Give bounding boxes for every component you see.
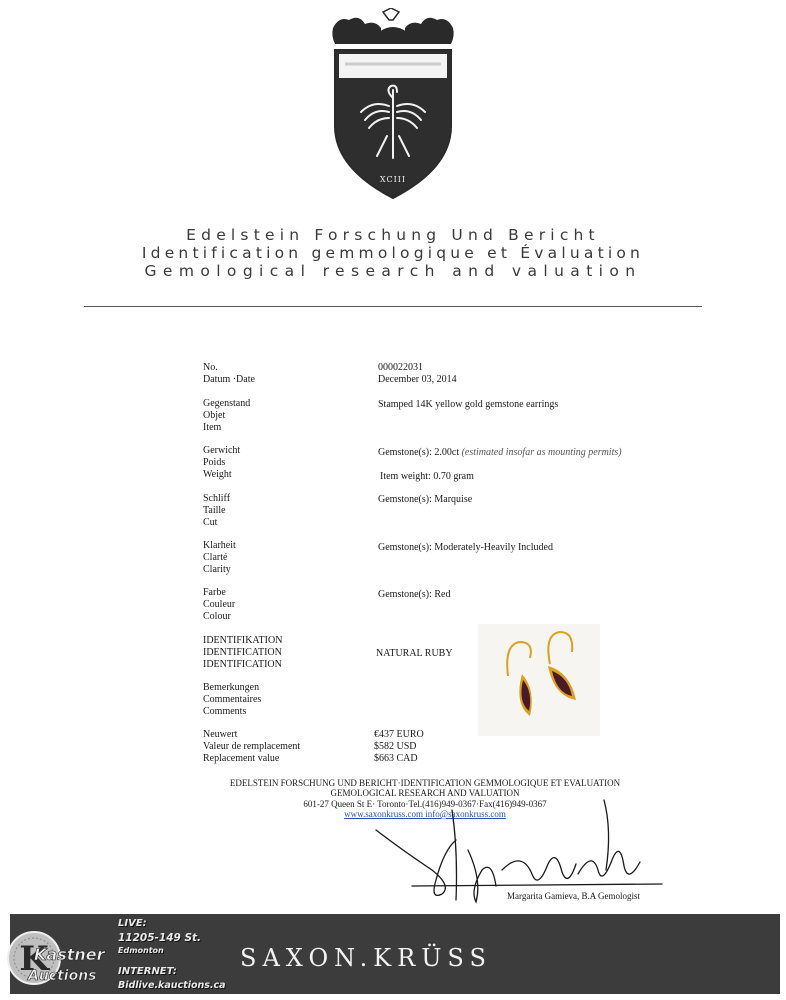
label-date: Datum ·Date (203, 374, 255, 385)
label-comments-en: Comments (203, 706, 247, 717)
label-number: No. (203, 362, 218, 373)
replacement-usd: $582 USD (374, 741, 417, 752)
logo-text-kastner: Kastner (34, 945, 105, 964)
label-item-fr: Objet (203, 410, 226, 421)
label-identification-fr: IDENTIFICATION (203, 647, 282, 658)
label-colour-en: Colour (203, 611, 231, 622)
label-cut-en: Cut (203, 517, 218, 528)
label-weight-en: Weight (203, 469, 232, 480)
title-english: Gemological research and valuation (144, 262, 642, 280)
replacement-cad: $663 CAD (374, 753, 418, 764)
label-colour-de: Farbe (203, 587, 226, 598)
address-line-2: GEMOLOGICAL RESEARCH AND VALUATION (330, 788, 520, 798)
address-line-1: EDELSTEIN FORSCHUNG UND BERICHT·IDENTIFICATION GEMMOLOGIQUE ET EVALUATION (229, 778, 621, 788)
gemologist-name: Margarita Gamieva, B.A Gemologist (507, 891, 641, 901)
kastner-auctions-logo (4, 920, 116, 996)
crest-emblem (325, 8, 461, 208)
label-comments-fr: Commentaires (203, 694, 262, 705)
brand-name: SAXON.KRÜSS (240, 944, 492, 972)
header-divider (84, 306, 702, 307)
title-french: Identification gemmologique et Évaluation (141, 244, 645, 262)
live-address: 11205-149 St. (118, 932, 202, 944)
replacement-euro: €437 EURO (374, 729, 424, 740)
label-replacement-en: Replacement value (203, 753, 280, 764)
gemstone-weight (378, 447, 622, 459)
clarity-value: Gemstone(s): Moderately-Heavily Included (378, 542, 553, 553)
label-replacement-fr: Valeur de remplacement (203, 741, 301, 752)
gemstone-weight-note: (estimated insofar as mounting permits) (461, 447, 622, 458)
title-german: Edelstein Forschung Und Bericht (186, 226, 600, 244)
live-city: Edmonton (118, 946, 164, 955)
label-item-en: Item (203, 422, 222, 433)
cut-value: Gemstone(s): Marquise (378, 494, 473, 505)
crest-numeral: XCIII (379, 175, 407, 184)
identification-value: NATURAL RUBY (376, 648, 453, 659)
label-comments-de: Bemerkungen (203, 682, 260, 693)
item-value: Stamped 14K yellow gold gemstone earrings (378, 399, 559, 410)
label-colour-fr: Couleur (203, 599, 236, 610)
label-item-de: Gegenstand (203, 398, 251, 409)
internet-url[interactable]: Bidlive.kauctions.ca (118, 980, 226, 991)
label-replacement-de: Neuwert (203, 729, 238, 740)
gemstone-weight-value: Gemstone(s): 2.00ct (378, 447, 460, 458)
certificate-date: December 03, 2014 (378, 374, 457, 385)
label-cut-fr: Taille (203, 505, 226, 516)
colour-value: Gemstone(s): Red (378, 589, 451, 600)
label-clarity-de: Klarheit (203, 540, 236, 551)
svg-text:K: K (19, 939, 49, 979)
website-email[interactable]: www.saxonkruss.com info@saxonkruss.com (344, 809, 506, 819)
label-weight-fr: Poids (203, 457, 226, 468)
label-identification-en: IDENTIFICATION (203, 659, 282, 670)
logo-text-auctions: Auctions (28, 968, 97, 984)
label-cut-de: Schliff (203, 493, 231, 504)
earrings-photo (478, 624, 600, 736)
label-clarity-fr: Clarté (203, 552, 228, 563)
label-identification-de: IDENTIFIKATION (203, 635, 283, 646)
label-clarity-en: Clarity (203, 564, 231, 575)
live-label: LIVE: (118, 918, 147, 929)
label-weight-de: Gerwicht (203, 445, 241, 456)
internet-label: INTERNET: (118, 966, 177, 977)
item-weight: Item weight: 0.70 gram (380, 471, 474, 482)
certificate-number: 000022031 (378, 362, 423, 373)
address-line-3: 601-27 Queen St E· Toronto·Tel.(416)949-0367·Fax(416)949-0367 (303, 799, 547, 809)
